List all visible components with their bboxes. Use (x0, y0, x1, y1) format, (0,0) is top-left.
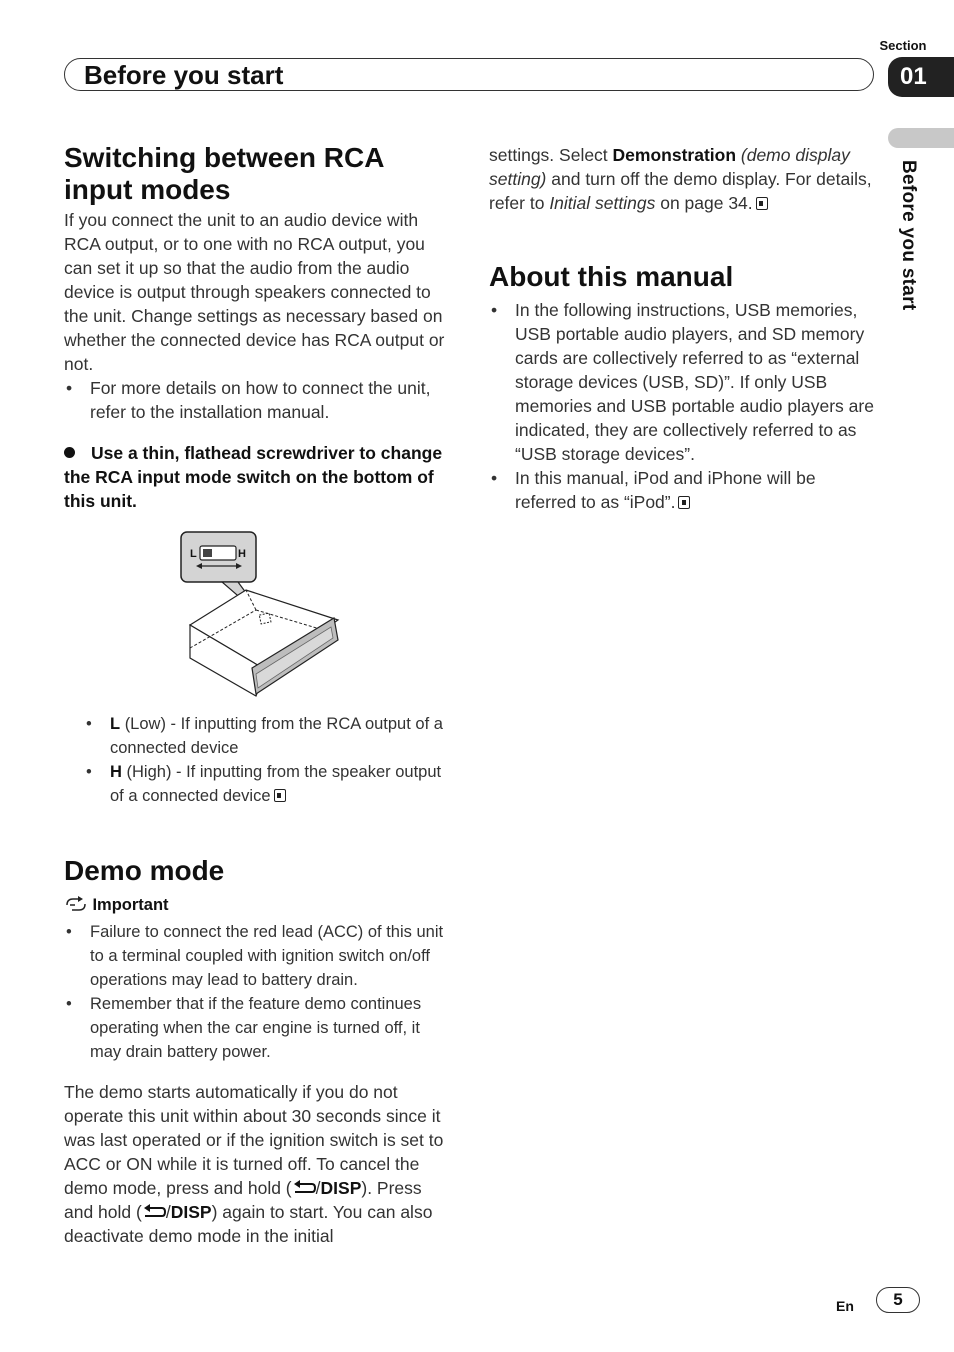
switch-label-h: H (238, 548, 246, 560)
important-row (64, 896, 454, 918)
important-label: Important (92, 896, 169, 914)
initial-settings-reference: Initial settings (549, 193, 656, 213)
mode-key: H (110, 763, 122, 781)
list-item (489, 466, 877, 514)
rca-modes (84, 712, 456, 808)
side-tab-marker (888, 128, 954, 148)
continued-text-1: settings. Select (489, 145, 613, 165)
about-heading: About this manual (489, 261, 734, 292)
mode-text: (High) - If inputting from the speaker output of a connected device (110, 763, 442, 805)
demo-text-3: ) again to start. You can also deactivate demo mode in the initial (64, 1202, 433, 1246)
disp-label: DISP (170, 1202, 212, 1222)
switch-knob (203, 549, 212, 557)
page-header-title: Before you start (84, 60, 284, 90)
continued-text-3: on page 34. (655, 193, 753, 213)
end-mark-icon (678, 496, 690, 509)
list-item: • In the following instructions, USB memories, USB portable audio players, and SD memory cards are collectively referred to as “external storage devices (USB, SD)”. If only USB memories and USB portable audio players are indicated, they are collectively referred to as “USB storage devices”. (489, 298, 877, 466)
rca-intro: If you connect the unit to an audio device with RCA output, or to one with no RCA output, you can set it up so that the audio from the audio device is output through speakers connected to the unit. Change settings as necessary based on whether the connected device has RCA output or not. (64, 210, 445, 374)
footer-language: En (836, 1298, 854, 1314)
demo-text-1: The demo starts automatically if you do not operate this unit within about 30 seconds since it was last operated or if the ignition switch is set to ACC or ON while it is turned off. To cancel the demo mode, press and hold ( (64, 1082, 444, 1198)
disp-label: DISP (320, 1178, 362, 1198)
rca-bullets (64, 376, 454, 424)
left-column (64, 142, 454, 513)
end-mark-icon (274, 789, 286, 802)
list-item: • For more details on how to connect the unit, refer to the installation manual. (64, 376, 454, 424)
mode-text: (Low) - If inputting from the RCA output of a connected device (110, 715, 443, 757)
end-mark-icon (756, 197, 768, 210)
back-button-icon (142, 1204, 166, 1220)
step-text: Use a thin, flathead screwdriver to change the RCA input mode switch on the bottom of this unit. (64, 443, 443, 511)
continued-text-2: and turn off the demo display. For details, refer to (489, 169, 872, 213)
step-bullet-icon (64, 447, 75, 458)
rca-step (64, 441, 454, 513)
section-number-tab: 01 (888, 57, 954, 97)
demo-important-list (64, 920, 454, 1064)
side-tab-text: Before you start (898, 160, 919, 311)
section-label: Section (879, 38, 927, 53)
list-item (84, 712, 456, 760)
switch-label-l: L (190, 548, 197, 560)
rca-switch-illustration (180, 528, 345, 700)
right-column (489, 143, 877, 514)
demo-paragraph: The demo starts automatically if you do not operate this unit within about 30 seconds since it was last operated or if the ignition switch is set to ACC or ON while it is turned off. To cancel the demo mode, press and hold ( /DISP). Press and hold ( /DISP) again to start. You can also deactivate demo mode in the initial (64, 1082, 444, 1246)
mode-key: L (110, 715, 121, 733)
demo-section (64, 855, 454, 1248)
rca-mode-list (84, 712, 456, 808)
page-number: 5 (876, 1287, 920, 1313)
demo-continued-paragraph (489, 143, 877, 215)
about-bullet-text: In this manual, iPod and iPhone will be referred to as “iPod”. (515, 468, 816, 512)
demo-heading: Demo mode (64, 855, 225, 886)
rca-heading: Switching between RCA input modes (64, 142, 384, 205)
list-item (84, 760, 456, 808)
list-item: • Remember that if the feature demo continues operating when the car engine is turned off, it may drain battery power. (64, 992, 454, 1064)
back-button-icon (292, 1180, 316, 1196)
about-list (489, 298, 877, 514)
demonstration-setting-name: Demonstration (612, 145, 737, 165)
continued-italic-1: (demo display setting) (489, 145, 850, 189)
list-item: • Failure to connect the red lead (ACC) of this unit to a terminal coupled with ignition switch on/off operations may lead to battery drain. (64, 920, 454, 992)
important-icon (64, 896, 88, 912)
demo-text-2: ). Press and hold ( (64, 1178, 422, 1222)
